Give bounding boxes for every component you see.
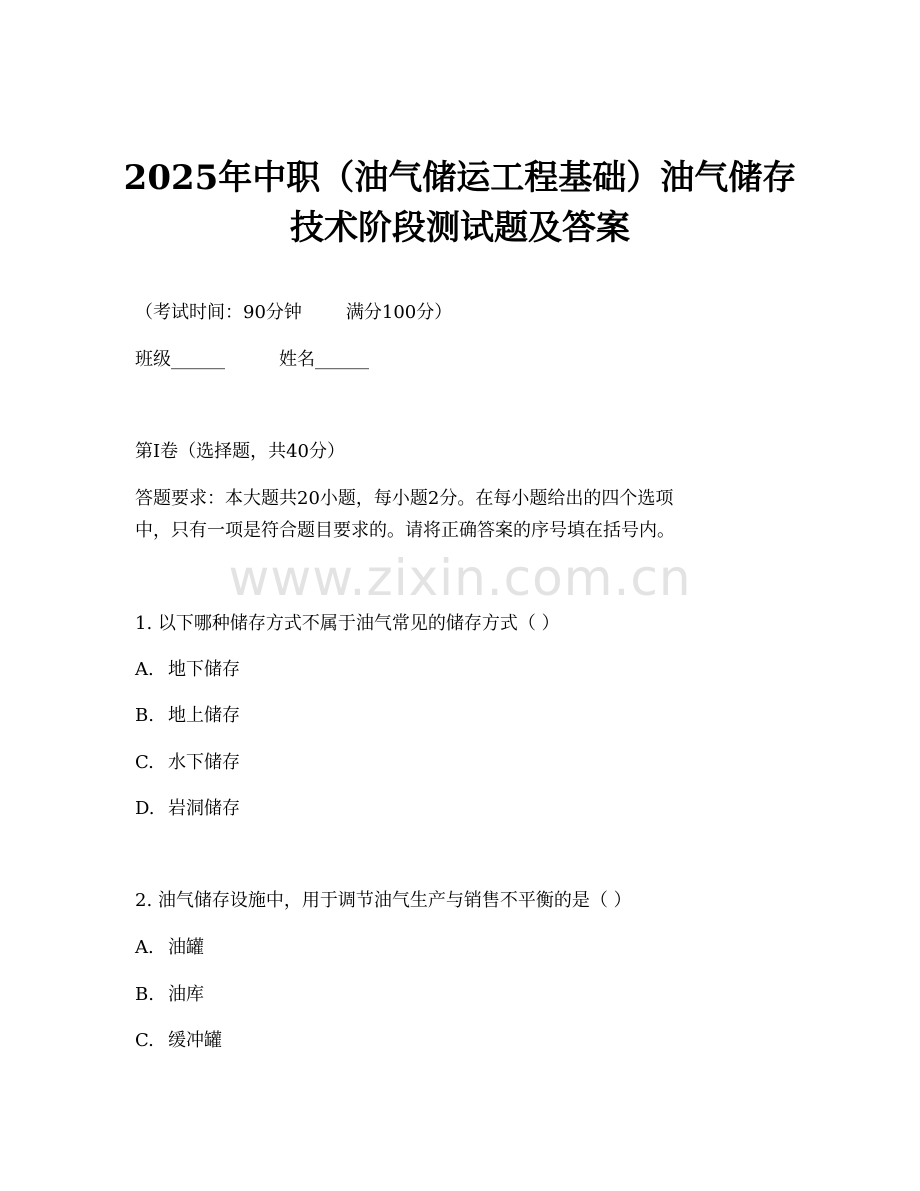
exam-info xyxy=(135,301,452,325)
option-label: A. xyxy=(135,659,154,680)
option-label: D. xyxy=(135,798,155,819)
instructions-line-1: 答题要求：本大题共20小题，每小题2分。在每小题给出的四个选项 xyxy=(135,488,674,509)
question-2-option-c xyxy=(135,1029,222,1053)
question-1-option-b xyxy=(135,704,240,728)
document-title-line-2: 技术阶段测试题及答案 xyxy=(290,208,630,248)
option-label: C. xyxy=(135,1030,154,1051)
exam-full-score: 满分100分） xyxy=(345,302,453,323)
option-text: 岩洞储存 xyxy=(168,798,240,819)
document-title-line-1: 2025年中职（油气储运工程基础）油气储存 xyxy=(123,158,797,198)
watermark: www.zixin.com.cn xyxy=(228,549,692,607)
class-field-label: 班级______ xyxy=(135,349,225,370)
option-label: C. xyxy=(135,752,154,773)
question-2-option-a xyxy=(135,936,204,960)
option-text: 油库 xyxy=(168,984,204,1005)
question-2-stem: 2. 油气储存设施中，用于调节油气生产与销售不平衡的是（ ） xyxy=(135,890,632,911)
question-2-option-b xyxy=(135,983,204,1007)
option-text: 缓冲罐 xyxy=(168,1030,222,1051)
student-fields xyxy=(135,348,369,372)
question-1-option-d xyxy=(135,797,240,821)
option-label: B. xyxy=(135,705,154,726)
option-text: 水下储存 xyxy=(168,752,240,773)
exam-time: （考试时间：90分钟 xyxy=(135,302,302,323)
option-label: B. xyxy=(135,984,154,1005)
option-label: A. xyxy=(135,937,154,958)
instructions-line-2: 中，只有一项是符合题目要求的。请将正确答案的序号填在括号内。 xyxy=(135,520,675,541)
question-1-stem: 1. 以下哪种储存方式不属于油气常见的储存方式（ ） xyxy=(135,613,560,634)
question-1-option-c xyxy=(135,751,240,775)
option-text: 地下储存 xyxy=(168,659,240,680)
name-field-label: 姓名______ xyxy=(279,349,369,370)
question-1-option-a xyxy=(135,658,240,682)
option-text: 地上储存 xyxy=(168,705,240,726)
option-text: 油罐 xyxy=(168,937,204,958)
section-heading: 第I卷（选择题，共40分） xyxy=(135,441,346,462)
